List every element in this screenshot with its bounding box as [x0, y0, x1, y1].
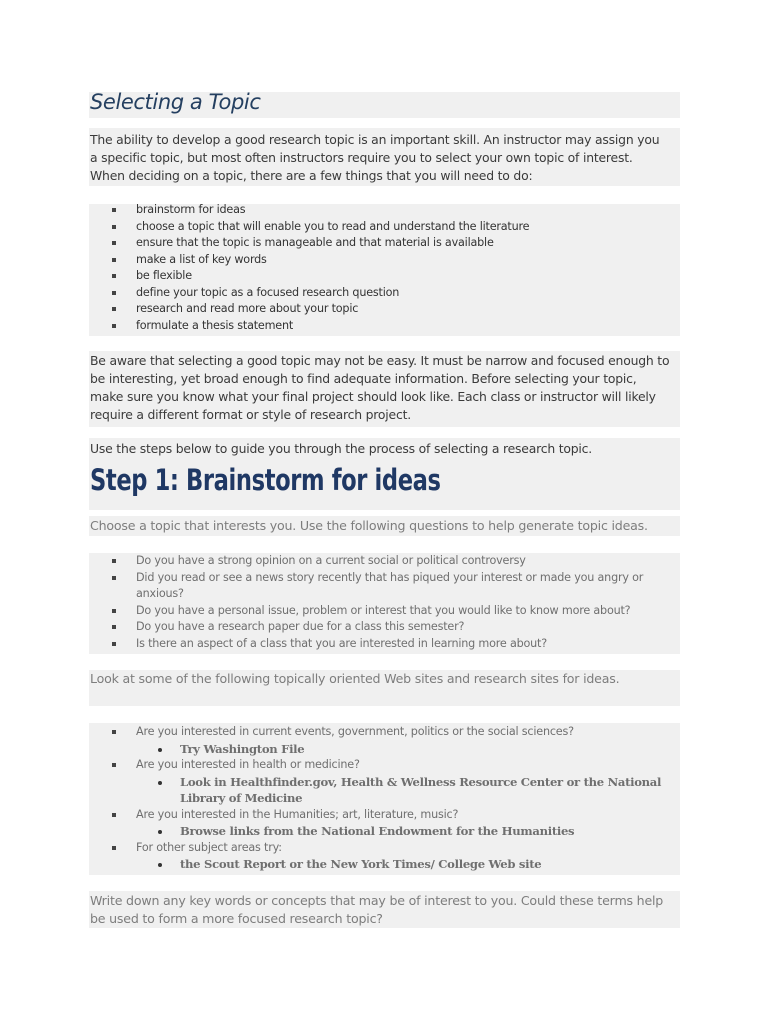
list-item: [112, 724, 680, 741]
aware-line: require a different format or style of research project.: [90, 407, 411, 422]
list-item: [112, 235, 680, 252]
interests-list: [112, 724, 680, 873]
page-title: Selecting a Topic: [90, 90, 261, 114]
sub-list: [112, 774, 680, 807]
sub-list-container: [112, 741, 680, 758]
list-item-text: make a list of key words: [136, 252, 267, 266]
aware-line: Be aware that selecting a good topic may not be easy. It must be narrow and focused enough to: [90, 353, 670, 368]
intro-line: When deciding on a topic, there are a few things that you will need to do:: [90, 168, 533, 183]
aware-line: be interesting, yet broad enough to find adequate information. Before selecting your topic,: [90, 371, 637, 386]
square-bullet-icon: [112, 813, 116, 817]
square-bullet-icon: [112, 576, 116, 580]
resource-link[interactable]: [112, 774, 680, 791]
step1-heading: Step 1: Brainstorm for ideas: [90, 463, 441, 497]
intro-paragraph: [90, 131, 680, 185]
square-bullet-icon: [112, 846, 116, 850]
square-bullet-icon: [112, 730, 116, 734]
list-item-text: For other subject areas try:: [136, 840, 282, 854]
square-bullet-icon: [112, 225, 116, 229]
bullet-dot-icon: [158, 748, 162, 752]
square-bullet-icon: [112, 324, 116, 328]
resource-link[interactable]: [112, 856, 680, 873]
list-item-text: ensure that the topic is manageable and that material is available: [136, 236, 494, 249]
list-item-text: Are you interested in the Humanities; art, literature, music?: [136, 807, 459, 821]
sub-list-container: [112, 823, 680, 840]
write-line: Write down any key words or concepts that may be of interest to you. Could these terms help: [90, 893, 664, 908]
intro-line: a specific topic, but most often instructors require you to select your own topic of interest.: [90, 150, 633, 165]
resource-link-text[interactable]: Look in Healthfinder.gov, Health & Wellness Resource Center or the National: [180, 774, 662, 789]
list-item: [112, 202, 680, 219]
choose-text: Choose a topic that interests you. Use the following questions to help generate topic ideas.: [90, 518, 648, 533]
list-item-text: Are you interested in health or medicine?: [136, 758, 360, 771]
square-bullet-icon: [112, 291, 116, 295]
list-item-text: Do you have a research paper due for a class this semester?: [136, 620, 465, 633]
square-bullet-icon: [112, 625, 116, 629]
square-bullet-icon: [112, 241, 116, 245]
list-item: [112, 252, 680, 269]
list-item: [112, 603, 680, 620]
steps-intro-text: Use the steps below to guide you through the process of selecting a research topic.: [90, 441, 593, 456]
things-to-do-list: [112, 202, 680, 334]
list-item-text: Do you have a personal issue, problem or interest that you would like to know more about?: [136, 603, 631, 617]
list-item-text: Is there an aspect of a class that you are interested in learning more about?: [136, 636, 547, 650]
aware-paragraph: [90, 352, 680, 424]
square-bullet-icon: [112, 609, 116, 613]
list-item: [112, 619, 680, 636]
square-bullet-icon: [112, 274, 116, 278]
choose-paragraph: [90, 517, 680, 535]
resource-link-text[interactable]: Try Washington File: [180, 741, 305, 756]
write-paragraph: [90, 892, 680, 927]
sub-list-container: [112, 856, 680, 873]
list-item-text: formulate a thesis statement: [136, 318, 294, 332]
write-line: be used to form a more focused research topic?: [90, 910, 383, 926]
sub-list: [112, 741, 680, 758]
square-bullet-icon: [112, 258, 116, 262]
list-item-text: brainstorm for ideas: [136, 203, 246, 216]
list-item-text: Do you have a strong opinion on a current social or political controversy: [136, 554, 526, 567]
list-item: [112, 318, 680, 335]
look-text: Look at some of the following topically oriented Web sites and research sites for ideas.: [90, 671, 620, 686]
list-item-text: research and read more about your topic: [136, 302, 359, 315]
square-bullet-icon: [112, 763, 116, 767]
steps-intro: [90, 440, 680, 458]
list-item: [112, 807, 680, 824]
list-item-text: choose a topic that will enable you to read and understand the literature: [136, 219, 530, 233]
square-bullet-icon: [112, 307, 116, 311]
list-item: [112, 570, 680, 587]
sub-list: [112, 823, 680, 840]
list-item: [112, 219, 680, 236]
questions-list: [112, 553, 680, 652]
list-item: [112, 840, 680, 857]
resource-link-text[interactable]: Browse links from the National Endowment for the Humanities: [180, 824, 575, 838]
resource-link-text[interactable]: Library of Medicine: [180, 791, 303, 805]
bullet-dot-icon: [158, 830, 162, 834]
list-item: [112, 757, 680, 774]
list-item-text: be flexible: [136, 269, 192, 282]
square-bullet-icon: [112, 642, 116, 646]
list-item-text: define your topic as a focused research question: [136, 285, 400, 299]
resource-link-continuation[interactable]: [112, 790, 680, 807]
sub-list: [112, 856, 680, 873]
resource-link[interactable]: [112, 741, 680, 758]
square-bullet-icon: [112, 208, 116, 212]
resource-link[interactable]: [112, 823, 680, 840]
list-item: [112, 285, 680, 302]
bullet-dot-icon: [158, 781, 162, 785]
list-item-text: Are you interested in current events, government, politics or the social sciences?: [136, 725, 574, 738]
list-item-continuation: [112, 586, 680, 603]
bullet-dot-icon: [158, 863, 162, 867]
list-item: [112, 301, 680, 318]
aware-line: make sure you know what your final project should look like. Each class or instructor will likely: [90, 389, 656, 404]
list-item: [112, 268, 680, 285]
list-item: [112, 636, 680, 653]
list-item-text: anxious?: [136, 587, 184, 600]
sub-list-container: [112, 774, 680, 807]
resource-link-text[interactable]: the Scout Report or the New York Times/ College Web site: [180, 857, 542, 871]
list-item: [112, 553, 680, 570]
look-paragraph: [90, 670, 680, 688]
list-item-text: Did you read or see a news story recently that has piqued your interest or made you angry or: [136, 570, 644, 584]
intro-line: The ability to develop a good research topic is an important skill. An instructor may assign you: [90, 132, 660, 147]
square-bullet-icon: [112, 559, 116, 563]
